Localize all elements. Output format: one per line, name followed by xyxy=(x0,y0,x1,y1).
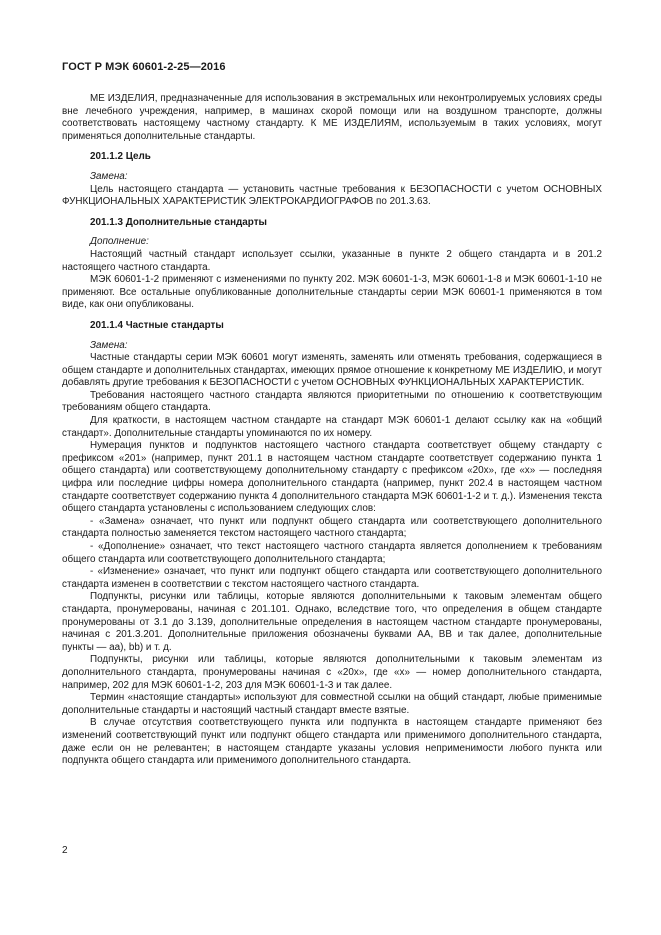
paragraph: Требования настоящего частного стандарта являются приоритетными по отношению к соответствующим требованиям общего стандарта. xyxy=(62,389,602,414)
paragraph: Термин «настоящие стандарты» используют для совместной ссылки на общий стандарт, любые применимые дополнительные стандарты и настоящий частный стандарт вместе взятые. xyxy=(62,692,602,716)
amendment-label: Замена: xyxy=(90,170,128,182)
clause-heading: 201.1.2 Цель xyxy=(90,151,151,163)
clause-heading: 201.1.3 Дополнительные стандарты xyxy=(90,216,267,228)
body-text xyxy=(62,93,602,768)
paragraph: Подпункты, рисунки или таблицы, которые являются дополнительными к таковым элементам из дополнительного стандарта, пронумерованы начиная с «20x», где «x» — номер дополнительного стандарта, например, 202 для МЭК 60601-1-2, 203 для МЭК 60601-1-3 и так далее. xyxy=(62,654,602,691)
amendment-label: Дополнение: xyxy=(90,236,149,248)
list-item: - «Дополнение» означает, что текст настоящего частного стандарта является дополнением к требованиям общего стандарта или соответствующего дополнительного стандарта; xyxy=(62,541,602,565)
paragraph: МЭК 60601-1-2 применяют с изменениями по пункту 202. МЭК 60601-1-3, МЭК 60601-1-8 и МЭК 60601-1-10 не применяют. Все остальные опубликованные дополнительные стандарты серии МЭК 60601-1 применяются в том виде, как они опубликованы. xyxy=(62,274,602,311)
paragraph: Настоящий частный стандарт использует ссылки, указанные в пункте 2 общего стандарта и в 201.2 настоящего частного стандарта. xyxy=(62,248,602,273)
paragraph: В случае отсутствия соответствующего пункта или подпункта в настоящем стандарте применяют без изменений соответствующий пункт или подпункт общего стандарта или применимого дополнительного стандарта, даже если он не релевантен; в настоящем стандарте указаны условия неприменимости любого пункта или подпункта общего стандарта или применимого дополнительного стандарта. xyxy=(62,717,602,767)
list-item: - «Замена» означает, что пункт или подпункт общего стандарта или соответствующего дополнительного стандарта полностью заменяется текстом настоящего частного стандарта; xyxy=(62,515,602,540)
paragraph: Цель настоящего стандарта — установить частные требования к БЕЗОПАСНОСТИ с учетом ОСНОВНЫХ ФУНКЦИОНАЛЬНЫХ ХАРАКТЕРИСТИК ЭЛЕКТРОКАРДИОГРАФОВ по 201.3.63. xyxy=(62,183,602,208)
clause-heading: 201.1.4 Частные стандарты xyxy=(90,319,224,331)
paragraph: Подпункты, рисунки или таблицы, которые являются дополнительными к таковым элементам общего стандарта, пронумерованы, начиная с 201.101. Однако, вследствие того, что определения в общем стандарте пронумерованы от 3.1 до 3.139, дополнительные определения в настоящем частном стандарте пронумерованы, начиная с 201.3.201. Дополнительные приложения обозначены буквами АА, ВВ и так далее, дополнительные пункты — аа), bb) и т. д. xyxy=(62,591,602,653)
intro-paragraph: МЕ ИЗДЕЛИЯ, предназначенные для использования в экстремальных или неконтролируемых условиях среды вне лечебного учреждения, например, в машинах скорой помощи или на воздушном транспорте, должны соответствовать настоящему частному стандарту. К МЕ ИЗДЕЛИЯМ, используемым в таких условиях, могут применяться дополнительные стандарты. xyxy=(62,93,602,142)
paragraph: Для краткости, в настоящем частном стандарте на стандарт МЭК 60601-1 делают ссылку как на «общий стандарт». Дополнительные стандарты упоминаются по их номеру. xyxy=(62,415,602,439)
paragraph: Нумерация пунктов и подпунктов настоящего частного стандарта соответствует общему стандарту с префиксом «201» (например, пункт 201.1 в настоящем частном стандарте соответствует содержанию пункта 1 общего стандарта) или соответствующему дополнительному стандарту с префиксом «20x», где «x» — последняя цифра или последние цифры номера дополнительного стандарта (например, пункт 202.4 в настоящем частном стандарте соответствует содержанию пункта 4 дополнительного стандарта МЭК 60601-1-2 и т. д.). Изменения текста общего стандарта установлены с использованием следующих слов: xyxy=(62,440,602,515)
running-header: ГОСТ Р МЭК 60601-2-25—2016 xyxy=(62,61,226,73)
amendment-label: Замена: xyxy=(90,339,128,351)
page-number: 2 xyxy=(62,845,68,856)
list-item: - «Изменение» означает, что пункт или подпункт общего стандарта или соответствующего дополнительного стандарта изменен в соответствии с текстом настоящего частного стандарта. xyxy=(62,566,602,590)
paragraph: Частные стандарты серии МЭК 60601 могут изменять, заменять или отменять требования, содержащиеся в общем стандарте и дополнительных стандартах, имеющих прямое отношение к конкретному МЕ ИЗДЕЛИЮ, и могут добавлять другие требования к БЕЗОПАСНОСТИ с учетом ОСНОВНЫХ ФУНКЦИОНАЛЬНЫХ ХАРАКТЕРИСТИК. xyxy=(62,352,602,389)
